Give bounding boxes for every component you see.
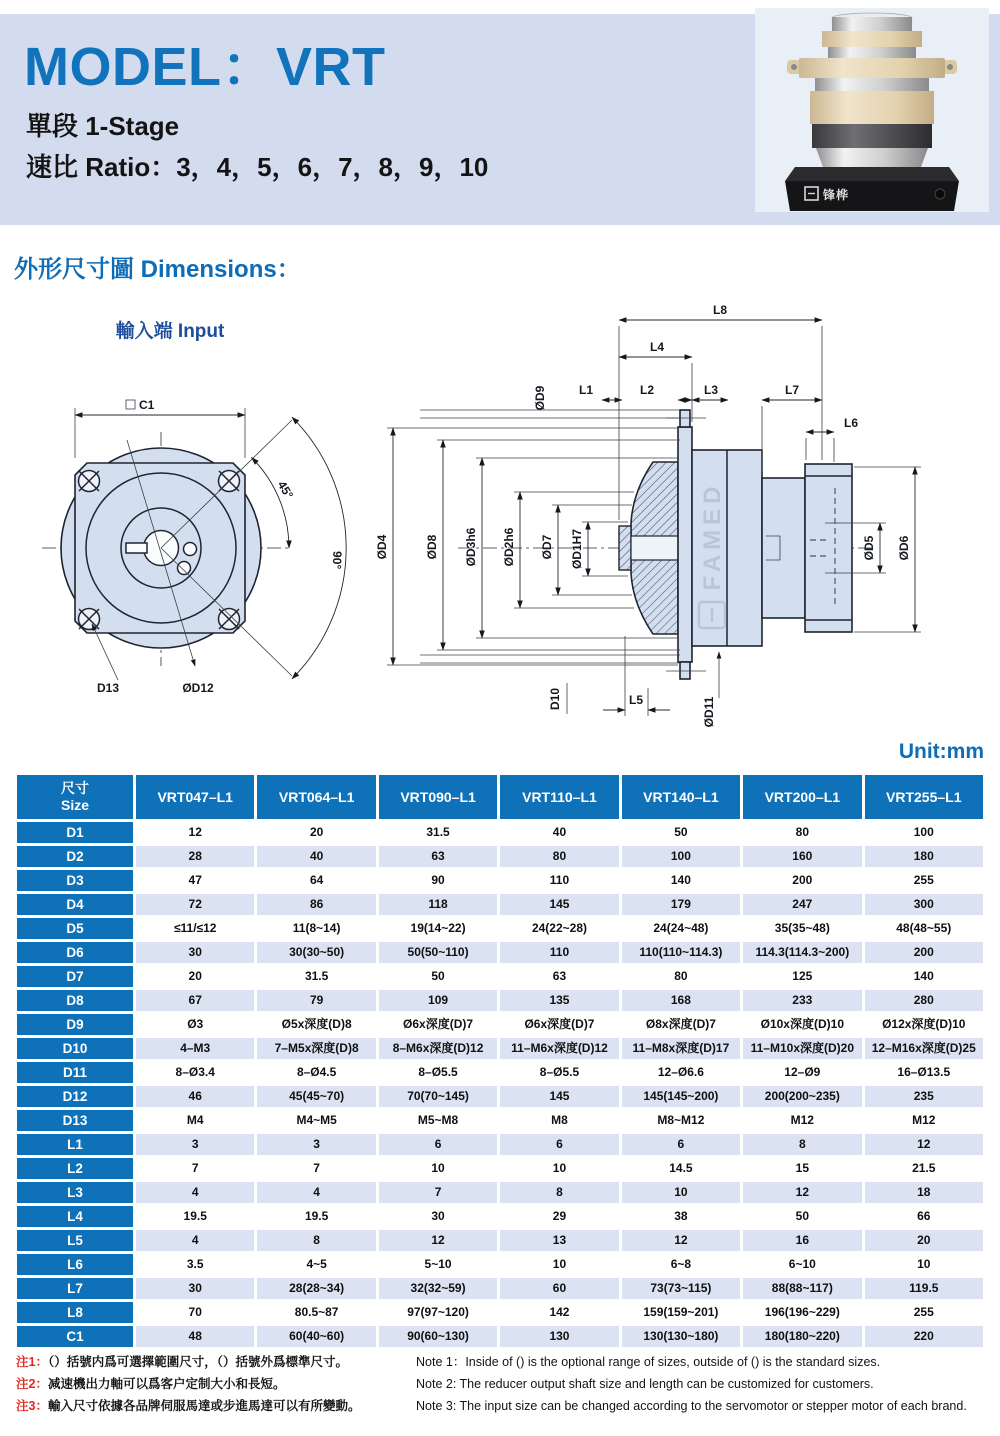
- table-cell: 247: [743, 894, 861, 915]
- table-cell: 235: [865, 1086, 983, 1107]
- table-row: [17, 846, 983, 867]
- table-cell: 6: [622, 1134, 740, 1155]
- table-cell: 8–Ø3.4: [136, 1062, 254, 1083]
- row-label: L3: [17, 1182, 133, 1203]
- table-row: [17, 1038, 983, 1059]
- size-column-header: 尺寸 Size: [17, 775, 133, 819]
- table-cell: M8~M12: [622, 1110, 740, 1131]
- table-cell: 14.5: [622, 1158, 740, 1179]
- dimensions-heading: 外形尺寸圖 Dimensions：: [14, 256, 301, 283]
- table-row: [17, 1278, 983, 1299]
- keyway: [126, 543, 147, 553]
- table-row: [17, 1326, 983, 1347]
- table-cell: 125: [743, 966, 861, 987]
- table-row: [17, 1014, 983, 1035]
- dim-label-90: 90°: [329, 550, 345, 570]
- table-cell: 7: [257, 1158, 375, 1179]
- row-label: L1: [17, 1134, 133, 1155]
- table-cell: 8: [257, 1230, 375, 1251]
- table-cell: 255: [865, 870, 983, 891]
- table-cell: 48: [136, 1326, 254, 1347]
- column-header: VRT140–L1: [622, 775, 740, 819]
- table-cell: M8: [500, 1110, 618, 1131]
- table-cell: 30: [136, 1278, 254, 1299]
- table-cell: 7–M5x深度(D)8: [257, 1038, 375, 1059]
- row-label: C1: [17, 1326, 133, 1347]
- table-cell: 50: [379, 966, 497, 987]
- table-cell: 100: [865, 822, 983, 843]
- table-cell: 90(60~130): [379, 1326, 497, 1347]
- table-cell: 4–M3: [136, 1038, 254, 1059]
- column-header: VRT090–L1: [379, 775, 497, 819]
- dim-label-d7: ØD7: [540, 534, 554, 560]
- table-cell: 220: [865, 1326, 983, 1347]
- table-row: [17, 1086, 983, 1107]
- table-cell: 40: [257, 846, 375, 867]
- table-cell: 110(110~114.3): [622, 942, 740, 963]
- table-cell: M4: [136, 1110, 254, 1131]
- table-row: [17, 1230, 983, 1251]
- row-label: D6: [17, 942, 133, 963]
- output-section: [762, 478, 805, 618]
- table-cell: 10: [379, 1158, 497, 1179]
- table-cell: 38: [622, 1206, 740, 1227]
- ratio-line: 速比 Ratio：3，4，5，6，7，8，9，10: [26, 152, 489, 182]
- dim-label-l5: L5: [628, 693, 644, 707]
- table-cell: 90: [379, 870, 497, 891]
- row-label: D2: [17, 846, 133, 867]
- table-cell: 31.5: [379, 822, 497, 843]
- table-cell: 86: [257, 894, 375, 915]
- table-cell: M4~M5: [257, 1110, 375, 1131]
- dim-label-d11: ØD11: [702, 696, 716, 728]
- table-cell: 30: [379, 1206, 497, 1227]
- dim-label-45: 45°: [274, 478, 297, 502]
- table-cell: 88(88~117): [743, 1278, 861, 1299]
- table-cell: 50(50~110): [379, 942, 497, 963]
- output-ring: [805, 464, 852, 632]
- table-cell: M12: [865, 1110, 983, 1131]
- table-cell: 47: [136, 870, 254, 891]
- table-cell: 48(48~55): [865, 918, 983, 939]
- dim-label-c1: C1: [139, 398, 155, 412]
- table-cell: 24(24~48): [622, 918, 740, 939]
- note-label: 注1：: [16, 1355, 48, 1369]
- table-cell: 200(200~235): [743, 1086, 861, 1107]
- table-cell: 70: [136, 1302, 254, 1323]
- table-cell: 12–Ø9: [743, 1062, 861, 1083]
- table-cell: 19.5: [257, 1206, 375, 1227]
- unit-label: Unit:mm: [898, 740, 984, 763]
- table-cell: 46: [136, 1086, 254, 1107]
- table-row: [17, 1254, 983, 1275]
- table-cell: 233: [743, 990, 861, 1011]
- table-cell: 12: [865, 1134, 983, 1155]
- dim-label-d1h7: ØD1H7: [570, 528, 584, 570]
- table-cell: 24(22~28): [500, 918, 618, 939]
- table-cell: 45(45~70): [257, 1086, 375, 1107]
- note-row: [16, 1354, 988, 1371]
- table-cell: 20: [257, 822, 375, 843]
- input-shaft-stub: [619, 526, 631, 570]
- table-cell: 16–Ø13.5: [865, 1062, 983, 1083]
- table-cell: 3: [257, 1134, 375, 1155]
- note-label: 注2：: [16, 1377, 48, 1391]
- table-row: [17, 918, 983, 939]
- table-cell: 19.5: [136, 1206, 254, 1227]
- dim-label-l6: L6: [843, 416, 859, 430]
- table-cell: 12: [743, 1182, 861, 1203]
- table-cell: 31.5: [257, 966, 375, 987]
- table-cell: 60: [500, 1278, 618, 1299]
- dim-label-d4: ØD4: [375, 534, 389, 560]
- flange-front-view: [42, 432, 288, 666]
- table-cell: 159(159~201): [622, 1302, 740, 1323]
- row-label: D7: [17, 966, 133, 987]
- table-cell: 110: [500, 870, 618, 891]
- table-row: [17, 1158, 983, 1179]
- note-label: 注3：: [16, 1399, 48, 1413]
- note-text-en: Note 1：Inside of () is the optional range of sizes, outside of () is the standard sizes.: [416, 1355, 881, 1369]
- table-cell: 12: [136, 822, 254, 843]
- table-cell: 12: [379, 1230, 497, 1251]
- notes-section: [16, 1354, 988, 1420]
- table-cell: 79: [257, 990, 375, 1011]
- note-row: [16, 1376, 988, 1393]
- table-cell: 4: [136, 1230, 254, 1251]
- table-row: [17, 1134, 983, 1155]
- dim-label-l8: L8: [712, 303, 728, 317]
- stage-line: 單段 1-Stage: [26, 111, 180, 141]
- dimensions-table: [14, 772, 986, 1350]
- table-cell: 28: [136, 846, 254, 867]
- row-label: L5: [17, 1230, 133, 1251]
- table-cell: 142: [500, 1302, 618, 1323]
- table-cell: 15: [743, 1158, 861, 1179]
- table-row: [17, 1302, 983, 1323]
- table-cell: 8–M6x深度(D)12: [379, 1038, 497, 1059]
- table-cell: 12–Ø6.6: [622, 1062, 740, 1083]
- note-text-cn: 减速機出力軸可以爲客户定制大小和長短。: [47, 1377, 286, 1391]
- table-cell: 168: [622, 990, 740, 1011]
- table-cell: 28(28~34): [257, 1278, 375, 1299]
- input-bore: [631, 536, 678, 560]
- input-view-drawing: [30, 300, 390, 730]
- dim-label-d2h6: ØD2h6: [502, 527, 516, 567]
- dim-label-d12: ØD12: [182, 681, 214, 695]
- table-cell: 160: [743, 846, 861, 867]
- table-cell: 50: [622, 822, 740, 843]
- table-cell: 130: [500, 1326, 618, 1347]
- row-label: D3: [17, 870, 133, 891]
- base-front: [785, 181, 959, 211]
- column-header: VRT200–L1: [743, 775, 861, 819]
- row-label: D12: [17, 1086, 133, 1107]
- table-cell: Ø12x深度(D)10: [865, 1014, 983, 1035]
- table-cell: 64: [257, 870, 375, 891]
- table-cell: 8–Ø5.5: [500, 1062, 618, 1083]
- table-cell: 16: [743, 1230, 861, 1251]
- table-cell: 110: [500, 942, 618, 963]
- dim-label-l7: L7: [784, 383, 800, 397]
- table-cell: 10: [622, 1182, 740, 1203]
- table-cell: 280: [865, 990, 983, 1011]
- column-header: VRT110–L1: [500, 775, 618, 819]
- table-cell: 114.3(114.3~200): [743, 942, 861, 963]
- table-cell: 60(40~60): [257, 1326, 375, 1347]
- dim-label-l2: L2: [639, 383, 655, 397]
- table-cell: 4: [257, 1182, 375, 1203]
- note-text-en: Note 2: The reducer output shaft size and length can be customized for customers.: [416, 1377, 874, 1391]
- table-cell: 4: [136, 1182, 254, 1203]
- row-label: L6: [17, 1254, 133, 1275]
- column-header: VRT255–L1: [865, 775, 983, 819]
- table-cell: 8–Ø5.5: [379, 1062, 497, 1083]
- table-cell: 145: [500, 1086, 618, 1107]
- dim-label-l3: L3: [703, 383, 719, 397]
- page-title: MODEL：VRT: [24, 37, 386, 97]
- table-cell: 35(35~48): [743, 918, 861, 939]
- table-cell: 140: [622, 870, 740, 891]
- table-cell: 4~5: [257, 1254, 375, 1275]
- table-cell: 180: [865, 846, 983, 867]
- table-cell: 10: [865, 1254, 983, 1275]
- table-cell: 19(14~22): [379, 918, 497, 939]
- product-photo: [755, 8, 989, 212]
- table-row: [17, 1062, 983, 1083]
- table-cell: 80: [622, 966, 740, 987]
- table-cell: 30(30~50): [257, 942, 375, 963]
- table-cell: 70(70~145): [379, 1086, 497, 1107]
- table-cell: 8: [500, 1182, 618, 1203]
- table-cell: 72: [136, 894, 254, 915]
- table-cell: Ø3: [136, 1014, 254, 1035]
- table-cell: 12–M16x深度(D)25: [865, 1038, 983, 1059]
- table-cell: 180(180~220): [743, 1326, 861, 1347]
- table-row: [17, 990, 983, 1011]
- table-cell: 29: [500, 1206, 618, 1227]
- table-cell: 21.5: [865, 1158, 983, 1179]
- table-cell: Ø6x深度(D)7: [379, 1014, 497, 1035]
- table-cell: 50: [743, 1206, 861, 1227]
- row-label: L7: [17, 1278, 133, 1299]
- table-row: [17, 966, 983, 987]
- table-cell: 8–Ø4.5: [257, 1062, 375, 1083]
- table-cell: 3: [136, 1134, 254, 1155]
- note-row: [16, 1398, 988, 1415]
- table-cell: 179: [622, 894, 740, 915]
- table-row: [17, 822, 983, 843]
- table-cell: 18: [865, 1182, 983, 1203]
- table-cell: 10: [500, 1254, 618, 1275]
- table-cell: 7: [379, 1182, 497, 1203]
- table-row: [17, 870, 983, 891]
- table-cell: 67: [136, 990, 254, 1011]
- table-cell: Ø10x深度(D)10: [743, 1014, 861, 1035]
- table-cell: 63: [379, 846, 497, 867]
- column-header: VRT064–L1: [257, 775, 375, 819]
- table-cell: 11–M10x深度(D)20: [743, 1038, 861, 1059]
- table-cell: 300: [865, 894, 983, 915]
- table-cell: 130(130~180): [622, 1326, 740, 1347]
- row-label: D9: [17, 1014, 133, 1035]
- dim-label-l1: L1: [578, 383, 594, 397]
- table-cell: Ø5x深度(D)8: [257, 1014, 375, 1035]
- table-cell: M12: [743, 1110, 861, 1131]
- table-row: [17, 894, 983, 915]
- row-label: L4: [17, 1206, 133, 1227]
- dim-label-d13: D13: [96, 681, 120, 695]
- table-cell: Ø6x深度(D)7: [500, 1014, 618, 1035]
- row-label: D13: [17, 1110, 133, 1131]
- table-cell: 200: [743, 870, 861, 891]
- table-cell: 11(8~14): [257, 918, 375, 939]
- table-cell: 63: [500, 966, 618, 987]
- brand-logo-text: 锋桦: [823, 188, 850, 202]
- table-cell: 8: [743, 1134, 861, 1155]
- table-cell: 145: [500, 894, 618, 915]
- dim-label-d8: ØD8: [425, 534, 439, 560]
- table-cell: ≤11/≤12: [136, 918, 254, 939]
- table-cell: 32(32~59): [379, 1278, 497, 1299]
- table-row: [17, 1182, 983, 1203]
- table-cell: 119.5: [865, 1278, 983, 1299]
- dim-label-d9: ØD9: [533, 385, 547, 411]
- table-cell: 80: [743, 822, 861, 843]
- table-cell: 66: [865, 1206, 983, 1227]
- table-cell: 6: [500, 1134, 618, 1155]
- watermark-text: FAMED: [699, 481, 726, 591]
- dim-label-d10: D10: [548, 687, 562, 711]
- table-row: [17, 1206, 983, 1227]
- table-row: [17, 1110, 983, 1131]
- table-cell: 97(97~120): [379, 1302, 497, 1323]
- table-cell: 5~10: [379, 1254, 497, 1275]
- table-cell: 6~8: [622, 1254, 740, 1275]
- table-cell: 3.5: [136, 1254, 254, 1275]
- table-cell: 200: [865, 942, 983, 963]
- dim-label-d5: ØD5: [862, 535, 876, 561]
- mounting-flange: [678, 427, 692, 662]
- row-label: D4: [17, 894, 133, 915]
- gearbox-section-view: [458, 410, 876, 679]
- row-label: D1: [17, 822, 133, 843]
- base-top: [785, 167, 959, 181]
- table-cell: Ø8x深度(D)7: [622, 1014, 740, 1035]
- column-header: VRT047–L1: [136, 775, 254, 819]
- table-row: [17, 942, 983, 963]
- table-cell: 30: [136, 942, 254, 963]
- table-cell: M5~M8: [379, 1110, 497, 1131]
- note-text-en: Note 3: The input size can be changed according to the servomotor or stepper motor of each brand.: [416, 1399, 967, 1413]
- table-header-row: [17, 775, 983, 819]
- table-cell: 11–M6x深度(D)12: [500, 1038, 618, 1059]
- side-view-drawing: [370, 300, 1000, 730]
- row-label: L8: [17, 1302, 133, 1323]
- row-label: D5: [17, 918, 133, 939]
- table-cell: 11–M8x深度(D)17: [622, 1038, 740, 1059]
- input-view-title: 輸入端 Input: [115, 321, 225, 342]
- table-cell: 109: [379, 990, 497, 1011]
- table-cell: 73(73~115): [622, 1278, 740, 1299]
- table-cell: 100: [622, 846, 740, 867]
- table-cell: 12: [622, 1230, 740, 1251]
- dim-label-l4: L4: [649, 340, 665, 354]
- dim-label-d6: ØD6: [897, 535, 911, 561]
- row-label: D8: [17, 990, 133, 1011]
- row-label: L2: [17, 1158, 133, 1179]
- table-cell: 196(196~229): [743, 1302, 861, 1323]
- table-cell: 40: [500, 822, 618, 843]
- table-cell: 13: [500, 1230, 618, 1251]
- table-cell: 118: [379, 894, 497, 915]
- table-cell: 145(145~200): [622, 1086, 740, 1107]
- row-label: D11: [17, 1062, 133, 1083]
- table-cell: 7: [136, 1158, 254, 1179]
- table-cell: 140: [865, 966, 983, 987]
- note-text-cn: （）括號内爲可選擇範圍尺寸，（）括號外爲標準尺寸。: [47, 1355, 348, 1369]
- table-cell: 6: [379, 1134, 497, 1155]
- table-cell: 80.5~87: [257, 1302, 375, 1323]
- note-text-cn: 輸入尺寸依據各品牌伺服馬達或步進馬達可以有所變動。: [47, 1399, 361, 1413]
- table-cell: 6~10: [743, 1254, 861, 1275]
- table-cell: 20: [136, 966, 254, 987]
- table-cell: 135: [500, 990, 618, 1011]
- table-cell: 80: [500, 846, 618, 867]
- table-cell: 10: [500, 1158, 618, 1179]
- table-cell: 255: [865, 1302, 983, 1323]
- dim-label-d3h6: ØD3h6: [464, 527, 478, 567]
- table-cell: 20: [865, 1230, 983, 1251]
- row-label: D10: [17, 1038, 133, 1059]
